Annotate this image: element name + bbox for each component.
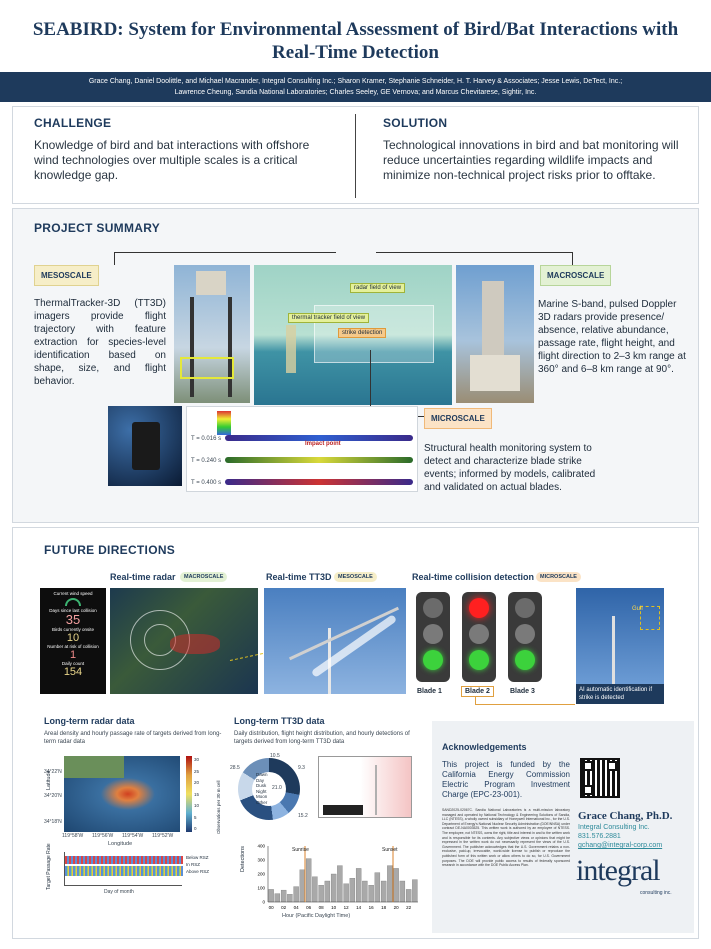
solution-text: Technological innovations in bird and bat monitoring will reduce uncertainties regarding wildlife impacts and minimize non-technical project risks prior to offtake. <box>383 138 679 182</box>
hist-bar-09 <box>325 881 330 902</box>
poster-title: SEABIRD: System for Environmental Assessment of Bird/Bat Interactions with Real-Time Detection <box>32 19 679 63</box>
flight-track <box>311 614 398 678</box>
ai-identification-image <box>576 588 664 684</box>
hist-bar-15 <box>362 881 367 902</box>
hist-bar-06 <box>306 859 311 902</box>
blade-3-label: Blade 3 <box>510 688 535 695</box>
contact-phone: 831.576.2881 <box>578 833 621 840</box>
daily-label: Daily count <box>61 661 85 666</box>
hist-bar-22 <box>406 889 411 902</box>
passage-legend: Below RSZ In RSZ Above RSZ <box>186 855 210 874</box>
hist-x-tick: 08 <box>318 905 324 910</box>
risk-value: 1 <box>69 649 77 661</box>
hist-bar-17 <box>375 873 380 902</box>
radar-map-image <box>110 588 258 694</box>
blade-1-indicator <box>416 592 450 682</box>
fine-print: SAND2025-02067C. Sandia National Laboratories is a multi-mission laboratory managed and operated by National Technology & Engineering Solutions of Sandia, LLC (NTESS), a wholly owned subsidiary of Honeywell International Inc., for the U.S. Department of Energy's National Nuclear Security Administration (DOE/NNSA) under contract DE-NA0003525. This written work is authored by an employee of NTESS. The employee, not NTESS, owns the right, title and interest in and to the written work and is responsible for its contents. Any subjective views or opinions that might be expressed in the written work do not necessarily represent the views of the U.S. Government. The publisher acknowledges that the U.S. Government retains a non-exclusive, paid-up, irrevocable, world-wide license to publish or reproduce the published form of this written work or allow others to do so, for U.S. Government purposes. The DOE will provide public access to results of federally sponsored research in accordance with the DOE Public Access Plan. <box>442 808 570 868</box>
hist-bar-19 <box>387 866 392 902</box>
hist-ylabel: Detections <box>240 846 246 872</box>
funding-text: This project is funded by the California Energy Commission Electric Program Investment Charge (EPC-23-001). <box>442 760 570 799</box>
mesoscale-tag: MESOSCALE <box>34 265 99 286</box>
realtime-collision-title: Real-time collision detection <box>412 572 535 582</box>
risk-label: Number at risk of collision <box>47 644 99 649</box>
realtime-tt3d-title: Real-time TT3D <box>266 572 332 582</box>
realtime-tt3d-pill: MESOSCALE <box>334 572 377 582</box>
blade-time-2: T = 0.240 s <box>191 458 222 464</box>
hist-bar-05 <box>300 870 305 902</box>
sunset-label: Sunset <box>382 847 398 853</box>
hist-bar-20 <box>394 868 399 902</box>
long-tt3d-desc: Daily distribution, flight height distribution, and hourly detections of targets derived from long-term TT3D data <box>234 731 410 745</box>
wind-label: Current wind speed <box>53 591 93 596</box>
wind-gauge-icon <box>65 598 81 606</box>
ring-value-2: 10.5 <box>270 753 280 759</box>
long-radar-ylabel: Latitude <box>46 770 52 790</box>
lon-tick-2: 119°56'W <box>92 833 114 839</box>
ring-value-4: 21.0 <box>272 785 282 791</box>
hist-bar-12 <box>344 884 349 902</box>
hist-x-tick: 14 <box>356 905 362 910</box>
colorbar-label: Observations per 30 m cell <box>216 780 221 834</box>
microscale-tag: MICROSCALE <box>424 408 492 429</box>
blade-2-indicator <box>462 592 496 682</box>
future-directions-heading: FUTURE DIRECTIONS <box>44 543 176 557</box>
hist-x-tick: 20 <box>393 905 399 910</box>
strike-label: strike detection <box>338 328 386 338</box>
hist-y-tick: 200 <box>257 871 265 877</box>
hist-x-tick: 04 <box>293 905 299 910</box>
hist-bar-13 <box>350 878 355 902</box>
blade-simulation <box>186 406 418 492</box>
sensor-device-photo <box>108 406 182 486</box>
flight-height-chart <box>318 756 412 818</box>
realtime-collision-pill: MICROSCALE <box>536 572 581 582</box>
hist-x-tick: 18 <box>381 905 387 910</box>
ai-caption: AI automatic identification if strike is detected <box>576 684 664 704</box>
highlight-box <box>180 357 234 379</box>
daily-value: 154 <box>63 666 83 678</box>
long-radar-xlabel: Longitude <box>108 841 133 847</box>
hourly-detections-chart <box>250 842 422 916</box>
dashboard-panel <box>40 588 106 694</box>
hist-bar-21 <box>400 881 405 902</box>
hist-bar-03 <box>287 894 292 902</box>
microscale-text: Structural health monitoring system to detect and characterize blade strike events; informed by models, calibrated and validated on actual blades. <box>424 443 596 493</box>
hist-bar-14 <box>356 868 361 902</box>
hist-bar-02 <box>281 890 286 902</box>
blade-time-3: T = 0.400 s <box>191 480 222 486</box>
lon-tick-4: 119°52'W <box>152 833 174 839</box>
lon-tick-3: 119°54'W <box>122 833 144 839</box>
passage-rate-chart <box>64 852 182 886</box>
integral-logo: integral <box>576 854 660 887</box>
hist-x-tick: 02 <box>281 905 287 910</box>
hist-bar-04 <box>294 887 299 902</box>
authors-bar <box>0 72 711 102</box>
lat-tick-2: 34°20'N <box>44 793 62 799</box>
lon-tick-1: 119°58'W <box>62 833 84 839</box>
lat-tick-3: 34°18'N <box>44 819 62 825</box>
radar-tower-photo <box>456 265 534 403</box>
ring-value-1: 28.5 <box>230 765 240 771</box>
radar-density-map <box>64 756 180 832</box>
hist-bar-11 <box>337 866 342 902</box>
challenge-divider <box>355 114 356 198</box>
mesoscale-text: ThermalTracker-3D (TT3D) imagers provide flight trajectory with feature extraction for species-level identification based on shape, size, and flight behavior. <box>34 298 166 387</box>
contact-email[interactable]: gchang@integral-corp.com <box>578 842 663 849</box>
sunrise-label: Sunrise <box>292 847 309 853</box>
realtime-radar-pill: MACROSCALE <box>180 572 227 582</box>
impact-point-label: Impact point <box>305 441 341 447</box>
hist-bar-01 <box>275 894 280 902</box>
gull-detection-box <box>640 606 660 630</box>
hist-y-tick: 300 <box>257 857 265 863</box>
hist-x-tick: 16 <box>368 905 374 910</box>
thermal-fov-label: thermal tracker field of view <box>288 313 369 323</box>
hist-bar-10 <box>331 874 336 902</box>
target-tracks <box>170 634 220 654</box>
qr-code[interactable] <box>580 758 620 798</box>
blade-2-label: Blade 2 <box>461 686 494 697</box>
ring-value-5: 15.2 <box>298 813 308 819</box>
days-value: 35 <box>65 612 81 627</box>
contact-name: Grace Chang, Ph.D. <box>578 810 673 822</box>
tt3d-turbine-image <box>264 588 406 694</box>
radar-fov-label: radar field of view <box>350 283 405 293</box>
hist-x-tick: 00 <box>268 905 274 910</box>
daily-distribution-ring <box>238 758 300 820</box>
thermal-tracker-photo <box>174 265 250 403</box>
gull-label: Gull <box>632 606 643 612</box>
blade-1-label: Blade 1 <box>417 688 442 695</box>
hist-bar-18 <box>381 881 386 902</box>
integral-logo-sub: consulting inc. <box>640 890 672 896</box>
passage-ylabel: Target Passage Rate <box>46 843 52 890</box>
hist-bar-16 <box>369 885 374 902</box>
solution-heading: SOLUTION <box>383 116 448 130</box>
realtime-radar-title: Real-time radar <box>110 572 176 582</box>
hist-xlabel: Hour (Pacific Daylight Time) <box>282 913 351 919</box>
hist-y-tick: 100 <box>257 885 265 891</box>
lat-tick-1: 34°22'N <box>44 769 62 775</box>
hist-bar-08 <box>319 885 324 902</box>
hist-x-tick: 12 <box>343 905 349 910</box>
hist-bar-07 <box>312 877 317 902</box>
challenge-heading: CHALLENGE <box>34 116 112 130</box>
blade-3-indicator <box>508 592 542 682</box>
macroscale-text: Marine S-band, pulsed Doppler 3D radars provide presence/ absence, relative abundance, passage rate, flight height, and flight direction to 2–3 km range at 360° and 6–8 km range at 90°. <box>538 299 686 375</box>
colorbar-ticks: 30 25 20 15 10 5 0 <box>194 757 200 831</box>
macroscale-tag: MACROSCALE <box>540 265 611 286</box>
camera-housing <box>196 271 226 295</box>
passage-xlabel: Day of month <box>104 889 134 895</box>
ring-legend: Dawn Day Dusk Night Moon Other <box>256 772 268 805</box>
radar-colorbar <box>186 756 192 832</box>
blade-time-1: T = 0.016 s <box>191 436 222 442</box>
hist-x-tick: 06 <box>306 905 312 910</box>
birds-value: 10 <box>66 632 80 644</box>
hist-x-tick: 10 <box>331 905 337 910</box>
hist-bar-23 <box>412 880 417 902</box>
authors-line-1: Grace Chang, Daniel Doolittle, and Michael Macrander, Integral Consulting Inc.; Sharon Kramer, Stephanie Schneider, H. T. Harvey & Associates; Jesse Lewis, DeTect, Inc.; <box>88 78 623 85</box>
hist-x-tick: 22 <box>406 905 412 910</box>
days-label: Days since last collision <box>49 608 97 613</box>
ring-value-3: 9.3 <box>298 765 305 771</box>
challenge-text: Knowledge of bird and bat interactions with offshore wind technologies over multiple scales is a critical knowledge gap. <box>34 138 310 182</box>
long-radar-title: Long-term radar data <box>44 716 135 726</box>
field-of-view-diagram <box>254 265 452 405</box>
long-radar-desc: Areal density and hourly passage rate of targets derived from long-term radar data <box>44 731 222 745</box>
hist-y-tick: 0 <box>262 899 265 905</box>
hist-y-tick: 400 <box>257 843 265 849</box>
long-tt3d-title: Long-term TT3D data <box>234 716 325 726</box>
birds-label: Birds currently onsite <box>51 627 95 632</box>
authors-line-2: Lawrence Cheung, Sandia National Laboratories; Charles Seeley, GE Vernova; and Marcus Chevitarese, Sightir, Inc. <box>174 89 537 96</box>
contact-org: Integral Consulting Inc. <box>578 824 650 831</box>
hist-bar-00 <box>269 889 274 902</box>
acknowledgements-heading: Acknowledgements <box>442 742 527 752</box>
project-summary-heading: PROJECT SUMMARY <box>34 221 161 235</box>
color-scale-bar <box>217 411 231 435</box>
